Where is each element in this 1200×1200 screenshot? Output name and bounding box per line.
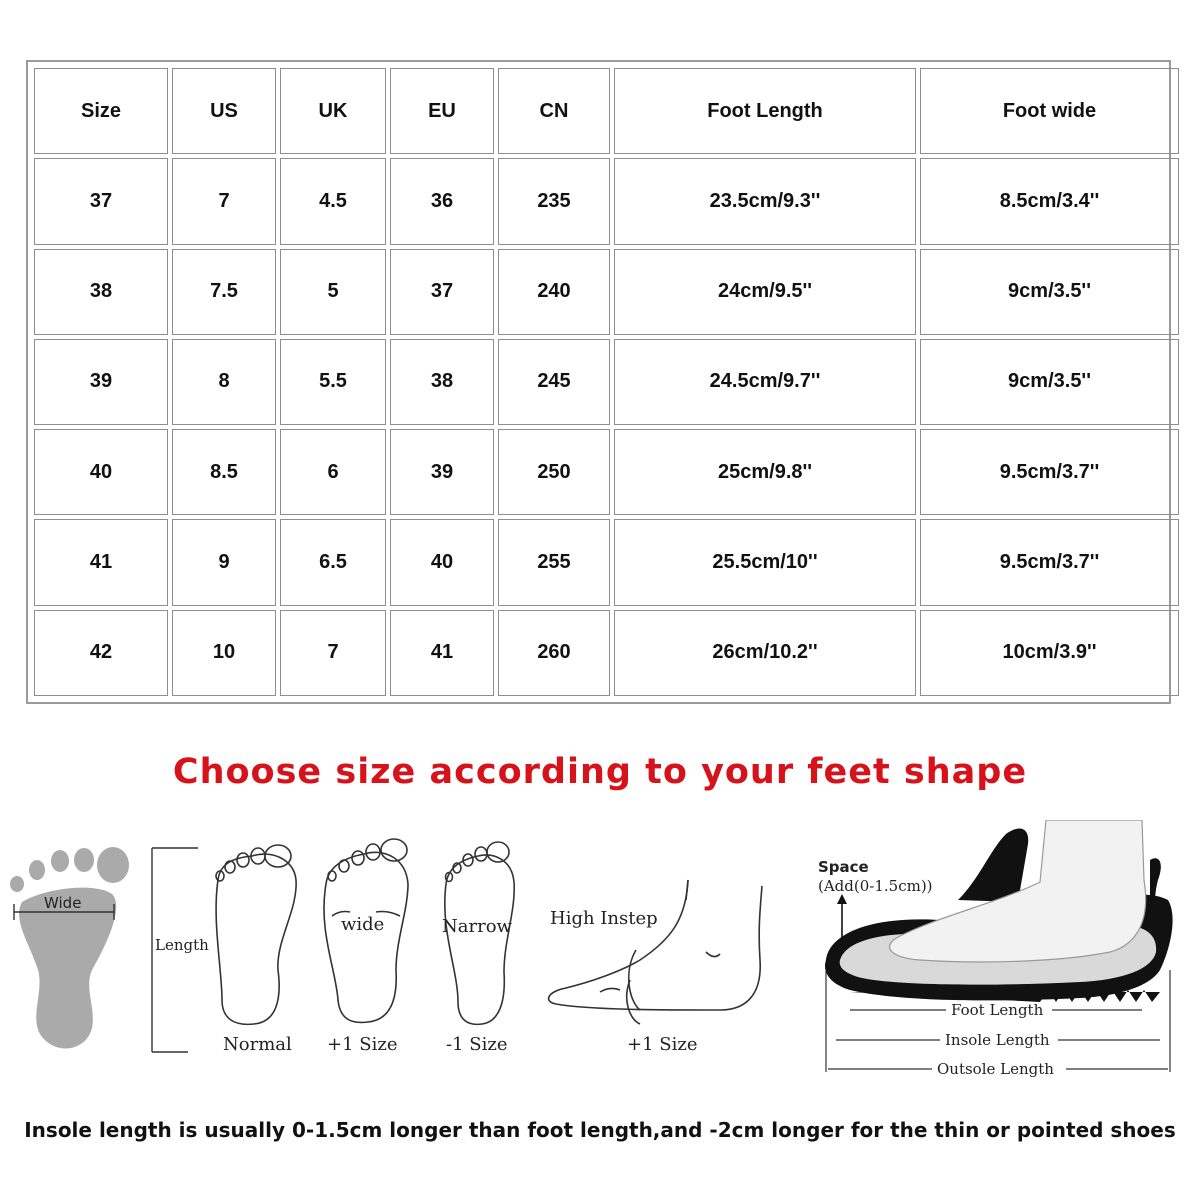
table-cell: 38 xyxy=(34,249,168,335)
insole-length-label: Insole Length xyxy=(945,1031,1050,1049)
table-cell: 4.5 xyxy=(280,158,386,244)
table-row xyxy=(34,249,1179,335)
footnote: Insole length is usually 0-1.5cm longer than foot length,and -2cm longer for the thin or pointed shoes xyxy=(24,1118,1176,1142)
table-cell: 24cm/9.5'' xyxy=(614,249,916,335)
table-cell: 7 xyxy=(280,610,386,696)
table-header-row xyxy=(34,68,1179,154)
table-header-cell: CN xyxy=(498,68,610,154)
table-header-cell: Size xyxy=(34,68,168,154)
normal-foot-icon xyxy=(216,845,296,1024)
table-cell: 39 xyxy=(34,339,168,425)
table-cell: 9 xyxy=(172,519,276,605)
headline: Choose size according to your feet shape xyxy=(172,752,1028,792)
table-row xyxy=(34,519,1179,605)
table-cell: 240 xyxy=(498,249,610,335)
foot-shape-illustrations xyxy=(0,820,1200,1100)
table-cell: 250 xyxy=(498,429,610,515)
table-cell: 40 xyxy=(390,519,494,605)
table-row xyxy=(34,158,1179,244)
wide-label: Wide xyxy=(44,894,82,912)
table-cell: 7.5 xyxy=(172,249,276,335)
table-cell: 38 xyxy=(390,339,494,425)
wide-size-label: +1 Size xyxy=(327,1034,398,1055)
table-cell: 24.5cm/9.7'' xyxy=(614,339,916,425)
table-cell: 41 xyxy=(34,519,168,605)
space-range-label: (Add(0-1.5cm)) xyxy=(818,877,933,895)
table-cell: 10cm/3.9'' xyxy=(920,610,1179,696)
table-header-cell: UK xyxy=(280,68,386,154)
table-cell: 260 xyxy=(498,610,610,696)
table-cell: 255 xyxy=(498,519,610,605)
table-cell: 10 xyxy=(172,610,276,696)
table-cell: 37 xyxy=(390,249,494,335)
table-cell: 40 xyxy=(34,429,168,515)
table-header-cell: US xyxy=(172,68,276,154)
table-cell: 235 xyxy=(498,158,610,244)
table-cell: 9cm/3.5'' xyxy=(920,249,1179,335)
table-cell: 9.5cm/3.7'' xyxy=(920,519,1179,605)
space-label: Space xyxy=(818,858,869,876)
shoe-cutaway-icon xyxy=(825,820,1173,1002)
table-cell: 8.5cm/3.4'' xyxy=(920,158,1179,244)
wide-tag: wide xyxy=(341,914,385,935)
table-cell: 7 xyxy=(172,158,276,244)
narrow-size-label: -1 Size xyxy=(446,1034,508,1055)
table-cell: 25cm/9.8'' xyxy=(614,429,916,515)
high-instep-foot-icon xyxy=(549,880,762,1024)
table-cell: 8 xyxy=(172,339,276,425)
table-cell: 23.5cm/9.3'' xyxy=(614,158,916,244)
table-cell: 6 xyxy=(280,429,386,515)
length-label: Length xyxy=(155,936,209,954)
table-cell: 8.5 xyxy=(172,429,276,515)
table-cell: 26cm/10.2'' xyxy=(614,610,916,696)
table-cell: 245 xyxy=(498,339,610,425)
table-header-cell: EU xyxy=(390,68,494,154)
table-cell: 41 xyxy=(390,610,494,696)
table-cell: 39 xyxy=(390,429,494,515)
footprint-icon xyxy=(10,847,129,1048)
table-row xyxy=(34,610,1179,696)
table-cell: 5.5 xyxy=(280,339,386,425)
outsole-length-label: Outsole Length xyxy=(937,1060,1054,1078)
high-instep-tag: High Instep xyxy=(550,908,658,929)
table-cell: 9.5cm/3.7'' xyxy=(920,429,1179,515)
size-chart-table xyxy=(26,60,1171,704)
table-cell: 36 xyxy=(390,158,494,244)
normal-label: Normal xyxy=(223,1034,292,1055)
high-instep-size-label: +1 Size xyxy=(627,1034,698,1055)
table-cell: 9cm/3.5'' xyxy=(920,339,1179,425)
table-cell: 25.5cm/10'' xyxy=(614,519,916,605)
table-header-cell: Foot Length xyxy=(614,68,916,154)
table-cell: 42 xyxy=(34,610,168,696)
table-row xyxy=(34,429,1179,515)
table-cell: 37 xyxy=(34,158,168,244)
table-header-cell: Foot wide xyxy=(920,68,1179,154)
foot-length-label: Foot Length xyxy=(951,1001,1044,1019)
table-cell: 5 xyxy=(280,249,386,335)
table-cell: 6.5 xyxy=(280,519,386,605)
table-row xyxy=(34,339,1179,425)
narrow-tag: Narrow xyxy=(442,916,512,937)
